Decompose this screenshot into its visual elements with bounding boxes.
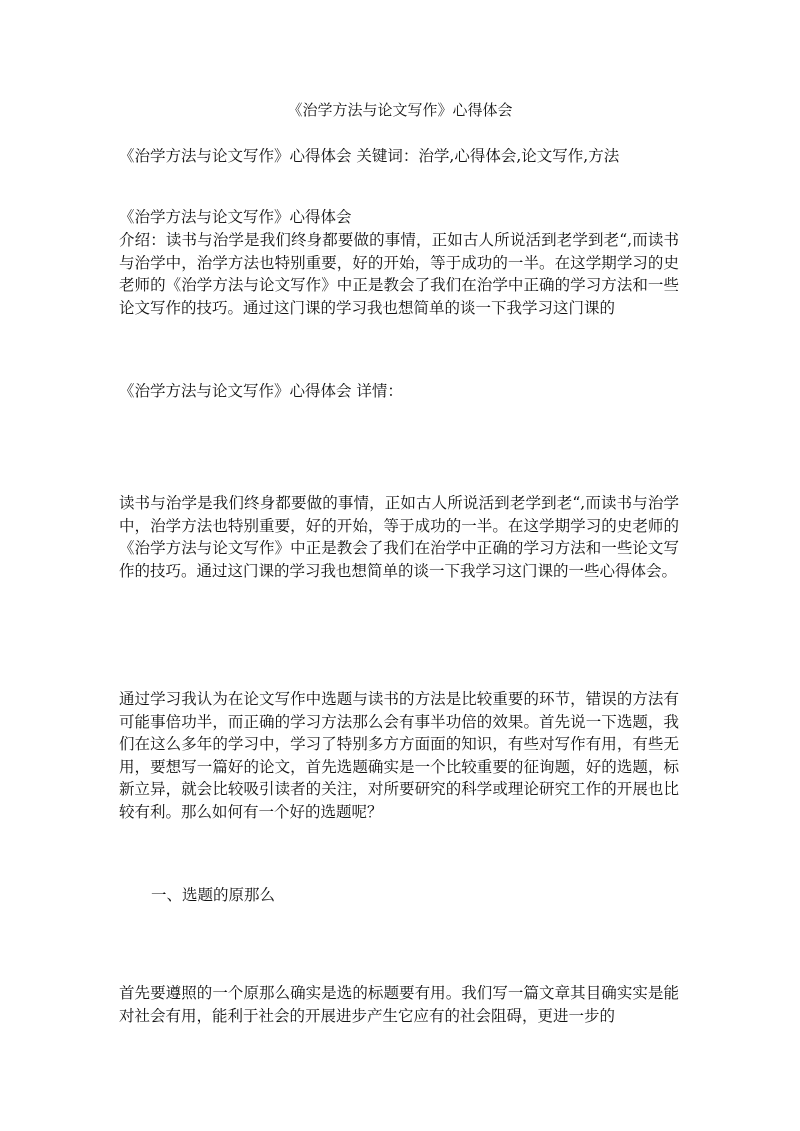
keywords-line: 《治学方法与论文写作》心得体会 关键词：治学,心得体会,论文写作,方法	[119, 147, 620, 165]
body-paragraph-2: 通过学习我认为在论文写作中选题与读书的方法是比较重要的环节，错误的方法有可能事倍功半，而正确的学习方法那么会有事半功倍的效果。首先说一下选题，我们在这么多年的学习中，学习了特别多方方面面的知识，有些对写作有用，有些无用，要想写一篇好的论文，首先选题确实是一个比较重要的征询题，好的选题，标新立异，就会比较吸引读者的关注，对所要研究的科学或理论研究工作的开展也比较有利。那么如何有一个好的选题呢？	[119, 690, 679, 821]
body-paragraph-3: 首先要遵照的一个原那么确实是选的标题要有用。我们写一篇文章其目确实实是能对社会有用，能利于社会的开展进步产生它应有的社会阻碍，更进一步的	[119, 984, 679, 1025]
document-title: 《治学方法与论文写作》心得体会	[287, 101, 513, 119]
summary-title: 《治学方法与论文写作》心得体会	[119, 208, 352, 226]
body-paragraph-1: 读书与治学是我们终身都要做的事情，正如古人所说活到老学到老“,而读书与治学中，治学方法也特别重要，好的开始，等于成功的一半。在这学期学习的史老师的《治学方法与论文写作》中正是教会了我们在治学中正确的学习方法和一些论文写作的技巧。通过这门课的学习我也想简单的谈一下我学习这门课的一些心得体会。	[119, 494, 679, 580]
summary-paragraph: 介绍：读书与治学是我们终身都要做的事情，正如古人所说活到老学到老“,而读书与治学中，治学方法也特别重要，好的开始，等于成功的一半。在这学期学习的史老师的《治学方法与论文写作》中正是教会了我们在治学中正确的学习方法和一些论文写作的技巧。通过这门课的学习我也想简单的谈一下我学习这门课的	[119, 231, 679, 317]
detail-heading: 《治学方法与论文写作》心得体会 详情：	[119, 382, 403, 400]
section-heading: 一、选题的原那么	[151, 886, 276, 904]
